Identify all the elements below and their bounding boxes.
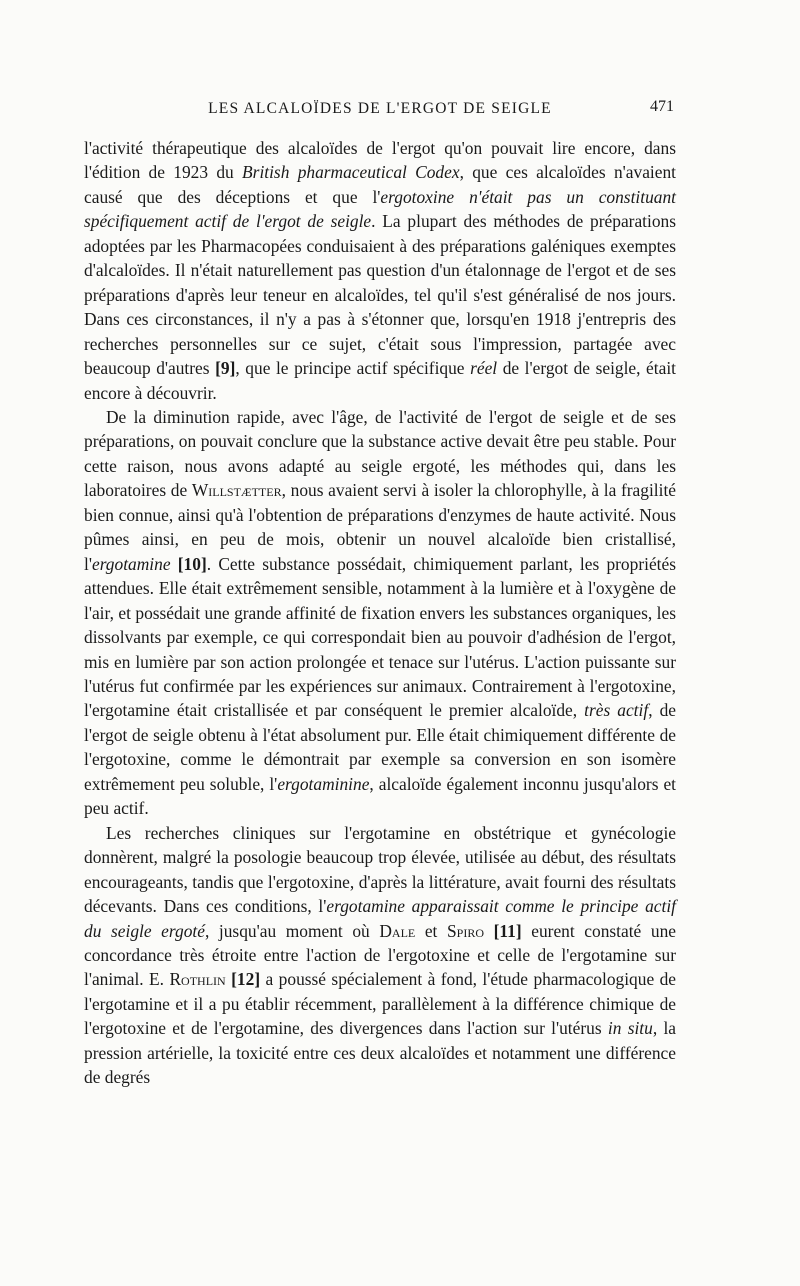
reference-number: [10] [177,553,207,574]
italic-text: in situ [607,1018,653,1039]
text-run: Les recherches cliniques sur l'ergotamine en obstétrique et gynécologie donnèrent, malgré la posologie beaucoup trop élevée, utilisée au début, des résultats encourageants, tandis que l'ergotoxine, d'après la littérature, avait fourni des résultats décevants. Dans ces conditions, l' [84,822,676,917]
text-run: , alcaloïde également inconnu jusqu'alors et peu actif. [84,773,676,819]
italic-text: ergotaminine [277,773,370,794]
text-run: a poussé spécialement à fond, l'étude pharmacologique de l'ergotamine et il a pu établir récemment, parallèlement à la différence chimique de l'ergotoxine et de l'ergotamine, des divergences dans l'action sur l'utérus [84,969,676,1039]
text-run [484,921,494,941]
text-run: de l'ergot de seigle, était encore à découvrir. [84,358,676,403]
reference-number: [11] [493,920,522,941]
text-run: , que ces alcaloïdes n'avaient causé que des déceptions et que l' [84,162,676,207]
italic-text: British pharmaceutical Codex [242,162,460,183]
italic-text: très actif [584,700,649,721]
author-name: Spiro [447,920,485,941]
body-text [84,136,676,1090]
text-run: l'activité thérapeutique des alcaloïdes de l'ergot qu'on pouvait lire encore, dans l'édition de 1923 du [84,138,676,183]
italic-text: ergotoxine n'était pas un constituant spécifiquement actif de l'ergot de seigle [84,186,676,232]
paragraph [84,405,676,821]
reference-number: [9] [215,358,236,379]
author-name: Dale [379,920,416,941]
text-run: , nous avaient servi à isoler la chlorophylle, à la fragilité bien connue, ainsi qu'à l'obtention de préparations d'enzymes de haute activité. Nous pûmes ainsi, en peu de mois, obtenir un nouvel alcaloïde bien cristallisé, l' [84,480,677,574]
author-name: Rothlin [169,969,226,990]
paragraph [84,821,676,1090]
reference-number: [12] [231,969,261,990]
text-run: et [415,920,447,941]
text-run: , de l'ergot de seigle obtenu à l'état absolument pur. Elle était chimiquement différente de l'ergotoxine, comme le démontrait par exemple sa conversion en son isomère extrêmement peu soluble, l' [84,700,676,794]
paragraph [84,136,676,405]
text-run: . La plupart des méthodes de préparations adoptées par les Pharmacopées conduisaient à des préparations galéniques exemptes d'alcaloïdes. Il n'était naturellement pas question d'un étalonnage de l'ergot et de ses préparations d'après leur teneur en alcaloïdes, tel qu'il s'est généralisé de nos jours. Dans ces circonstances, il n'y a pas à s'étonner que, lorsqu'en 1918 j'entrepris des recherches personnelles sur ce sujet, c'était sous l'impression, partagée avec beaucoup d'autres [84,211,677,379]
text-run: , la pression artérielle, la toxicité entre ces deux alcaloïdes et notamment une différence de degrés [84,1018,676,1088]
running-title: LES ALCALOÏDES DE L'ERGOT DE SEIGLE [208,100,552,117]
text-run: , que le principe actif spécifique [235,358,471,379]
italic-text: ergotamine apparaissait comme le principe actif du seigle ergoté [84,896,676,941]
page-number: 471 [650,98,674,115]
text-run [171,554,178,574]
author-name: Willstætter [191,480,282,501]
text-run: , jusqu'au moment où [204,920,380,941]
italic-text: réel [470,358,498,379]
text-run: . Cette substance possédait, chimiquement parlant, les propriétés attendues. Elle était extrêmement sensible, notamment à la lumière et à l'oxygène de l'air, et possédait une grande affinité de fixation envers les substances organiques, les dissolvants par exemple, ce qui correspondait bien au pouvoir d'adhésion de l'ergot, mis en lumière par son action prolongée et tenace sur l'utérus. L'action puissante sur l'utérus fut confirmée par les expériences sur animaux. Contrairement à l'ergotoxine, l'ergotamine était cristallisée et par conséquent le premier alcaloïde, [84,553,676,721]
text-run: eurent constaté une concordance très étroite entre l'action de l'ergotoxine et celle de l'ergotamine sur l'animal. E. [84,920,676,990]
italic-text: ergotamine [91,553,171,574]
text-run: De la diminution rapide, avec l'âge, de l'activité de l'ergot de seigle et de ses préparations, on pouvait conclure que la substance active devait être peu stable. Pour cette raison, nous avons adapté au seigle ergoté, les méthodes qui, dans les laboratoires de [84,406,676,501]
